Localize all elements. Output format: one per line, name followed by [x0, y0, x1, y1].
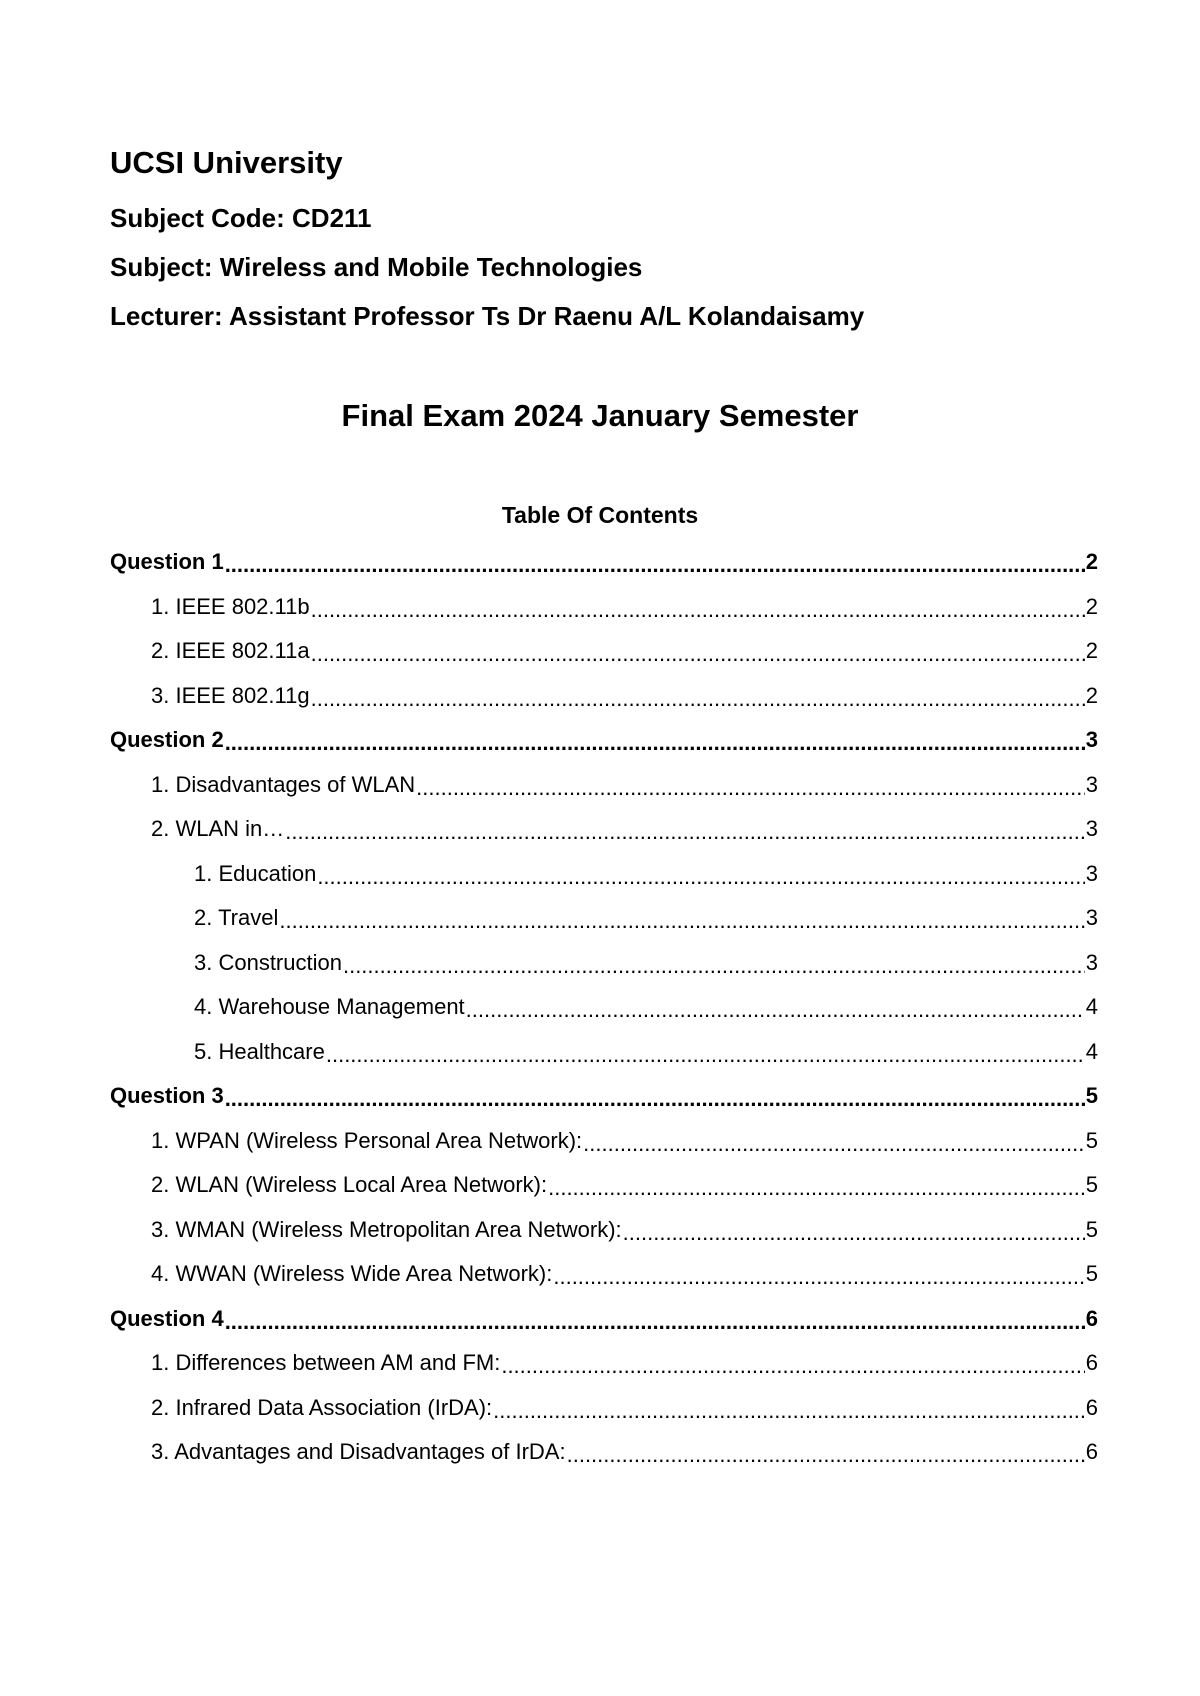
toc-entry[interactable] [110, 1119, 1098, 1164]
toc-dot-leader [311, 689, 1085, 709]
toc-page-number: 5 [1085, 1261, 1098, 1286]
toc-entry-question-1[interactable] [110, 540, 1098, 585]
toc-entry[interactable] [110, 585, 1098, 630]
toc-entry-label: 2. IEEE 802.11a [151, 638, 310, 663]
toc-entry[interactable] [110, 674, 1098, 719]
toc-entry-label: 1. WPAN (Wireless Personal Area Network): [151, 1127, 583, 1153]
toc-page-number: 6 [1085, 1439, 1098, 1464]
toc-dot-leader [225, 1312, 1085, 1332]
toc-page-number: 3 [1085, 727, 1098, 752]
toc-entry[interactable] [110, 941, 1098, 986]
toc-page-number: 5 [1085, 1127, 1098, 1153]
toc-entry[interactable] [110, 1430, 1098, 1475]
toc-entry-label: 2. WLAN in… [151, 816, 285, 841]
toc-page-number: 4 [1085, 1038, 1098, 1064]
toc-entry[interactable] [110, 1163, 1098, 1208]
toc-entry[interactable] [110, 985, 1098, 1030]
toc-dot-leader [317, 867, 1084, 887]
lecturer-name: Lecturer: Assistant Professor Ts Dr Raenu A/L Kolandaisamy [110, 301, 865, 331]
toc-entry-label: Question 3 [110, 1083, 224, 1108]
toc-entry-question-2[interactable] [110, 718, 1098, 763]
toc-entry-label: 5. Healthcare [194, 1038, 325, 1064]
toc-dot-leader [225, 1089, 1085, 1109]
table-of-contents [110, 540, 1098, 1475]
toc-page-number: 4 [1085, 994, 1098, 1019]
toc-entry-label: 2. Infrared Data Association (IrDA): [151, 1394, 493, 1420]
toc-entry-question-4[interactable] [110, 1297, 1098, 1342]
toc-entry-label: 3. WMAN (Wireless Metropolitan Area Network): [151, 1216, 622, 1242]
toc-entry[interactable] [110, 807, 1098, 852]
toc-entry-label: 3. IEEE 802.11g [151, 682, 310, 708]
toc-dot-leader [493, 1401, 1085, 1421]
toc-page-number: 5 [1085, 1083, 1098, 1108]
exam-title: Final Exam 2024 January Semester [341, 398, 859, 433]
toc-page-number: 3 [1085, 949, 1098, 975]
toc-dot-leader [567, 1445, 1085, 1465]
toc-dot-leader [501, 1356, 1084, 1376]
toc-entry-label: Question 1 [110, 549, 224, 574]
toc-entry-label: Question 4 [110, 1305, 224, 1331]
toc-dot-leader [311, 644, 1085, 664]
toc-title: Table Of Contents [501, 502, 699, 528]
toc-entry-label: 2. WLAN (Wireless Local Area Network): [151, 1172, 548, 1197]
toc-dot-leader [548, 1178, 1085, 1198]
toc-dot-leader [343, 956, 1085, 976]
toc-dot-leader [225, 733, 1085, 753]
toc-page-number: 3 [1085, 816, 1098, 841]
toc-page-number: 5 [1085, 1216, 1098, 1242]
toc-page-number: 2 [1085, 593, 1098, 619]
toc-page-number: 3 [1085, 905, 1098, 930]
toc-dot-leader [285, 822, 1084, 842]
toc-entry[interactable] [110, 1341, 1098, 1386]
subject-code: Subject Code: CD211 [110, 203, 372, 233]
toc-page-number: 5 [1085, 1172, 1098, 1197]
toc-dot-leader [225, 555, 1085, 575]
toc-dot-leader [583, 1134, 1085, 1154]
toc-entry-label: 3. Construction [194, 949, 342, 975]
toc-dot-leader [416, 778, 1085, 798]
toc-entry[interactable] [110, 852, 1098, 897]
toc-page-number: 2 [1085, 682, 1098, 708]
toc-entry[interactable] [110, 763, 1098, 808]
toc-entry-label: 4. Warehouse Management [194, 994, 465, 1019]
toc-entry[interactable] [110, 1386, 1098, 1431]
toc-entry[interactable] [110, 1030, 1098, 1075]
university-name: UCSI University [110, 145, 343, 180]
toc-entry[interactable] [110, 896, 1098, 941]
toc-entry-question-3[interactable] [110, 1074, 1098, 1119]
toc-page-number: 2 [1085, 638, 1098, 663]
toc-entry-label: 1. Differences between AM and FM: [151, 1350, 501, 1375]
toc-page-number: 3 [1085, 860, 1098, 886]
toc-dot-leader [553, 1267, 1084, 1287]
toc-entry-label: 1. Education [194, 860, 317, 886]
toc-entry-label: 1. IEEE 802.11b [151, 593, 310, 619]
toc-entry-label: 2. Travel [194, 905, 279, 930]
toc-page-number: 6 [1085, 1305, 1098, 1331]
toc-entry[interactable] [110, 1208, 1098, 1253]
toc-page-number: 6 [1085, 1350, 1098, 1375]
toc-dot-leader [466, 1000, 1085, 1020]
toc-entry-label: Question 2 [110, 727, 224, 752]
toc-page-number: 6 [1085, 1394, 1098, 1420]
toc-dot-leader [623, 1223, 1085, 1243]
toc-entry-label: 4. WWAN (Wireless Wide Area Network): [151, 1261, 553, 1286]
subject-title: Subject: Wireless and Mobile Technologies [110, 252, 643, 282]
toc-dot-leader [326, 1045, 1085, 1065]
toc-dot-leader [311, 600, 1085, 620]
toc-entry-label: 3. Advantages and Disadvantages of IrDA: [151, 1439, 566, 1464]
toc-entry[interactable] [110, 1252, 1098, 1297]
toc-page-number: 3 [1085, 771, 1098, 797]
toc-dot-leader [279, 911, 1084, 931]
toc-entry[interactable] [110, 629, 1098, 674]
toc-page-number: 2 [1085, 549, 1098, 574]
toc-entry-label: 1. Disadvantages of WLAN [151, 771, 416, 797]
